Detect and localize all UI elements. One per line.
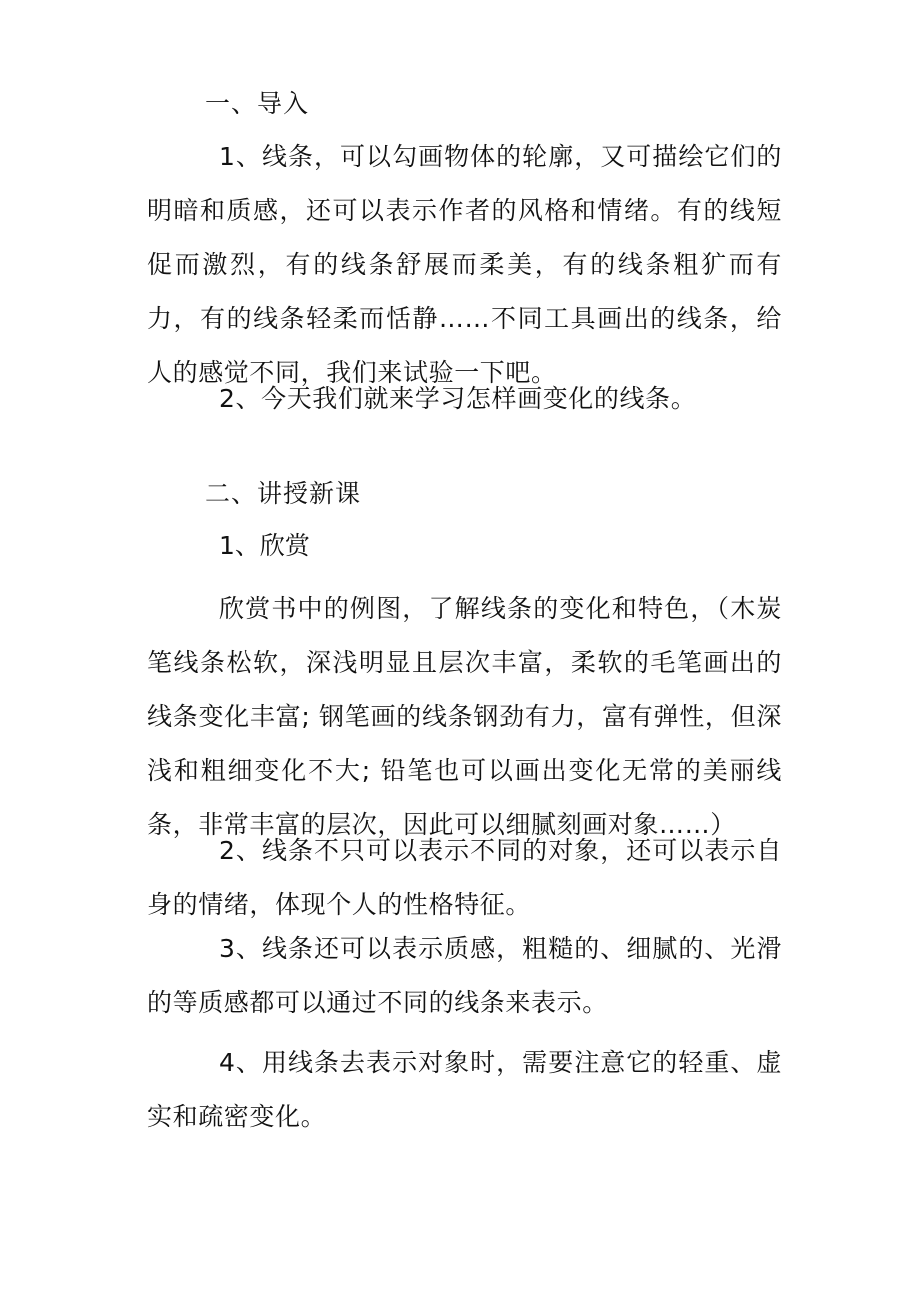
section-2-item-3: 3、线条还可以表示质感，粗糙的、细腻的、光滑的等质感都可以通过不同的线条来表示。 [147,934,782,1017]
section-1-title: 一、导入 [205,89,310,118]
section-2-title: 二、讲授新课 [205,479,362,508]
section-2-item-4: 4、用线条去表示对象时，需要注意它的轻重、虚实和疏密变化。 [147,1048,782,1131]
section-2-item-2: 2、线条不只可以表示不同的对象，还可以表示自身的情绪，体现个人的性格特征。 [147,836,782,919]
section-2-subheading-appreciation: 1、欣赏 [219,531,310,560]
section-2-appreciation-paragraph: 欣赏书中的例图，了解线条的变化和特色，（木炭笔线条松软，深浅明显且层次丰富，柔软的毛笔画出的线条变化丰富; 钢笔画的线条钢劲有力，富有弹性，但深浅和粗细变化不大; 铅笔也可以画出变化无常的美丽线条，非常丰富的层次，因此可以细腻刻画对象……） [147,594,782,839]
section-1-item-1: 1、线条，可以勾画物体的轮廓，又可描绘它们的明暗和质感，还可以表示作者的风格和情绪。有的线短促而激烈，有的线条舒展而柔美，有的线条粗犷而有力，有的线条轻柔而恬静……不同工具画出的线条，给人的感觉不同，我们来试验一下吧。 [147,142,782,387]
section-1-item-2: 2、今天我们就来学习怎样画变化的线条。 [219,384,697,413]
